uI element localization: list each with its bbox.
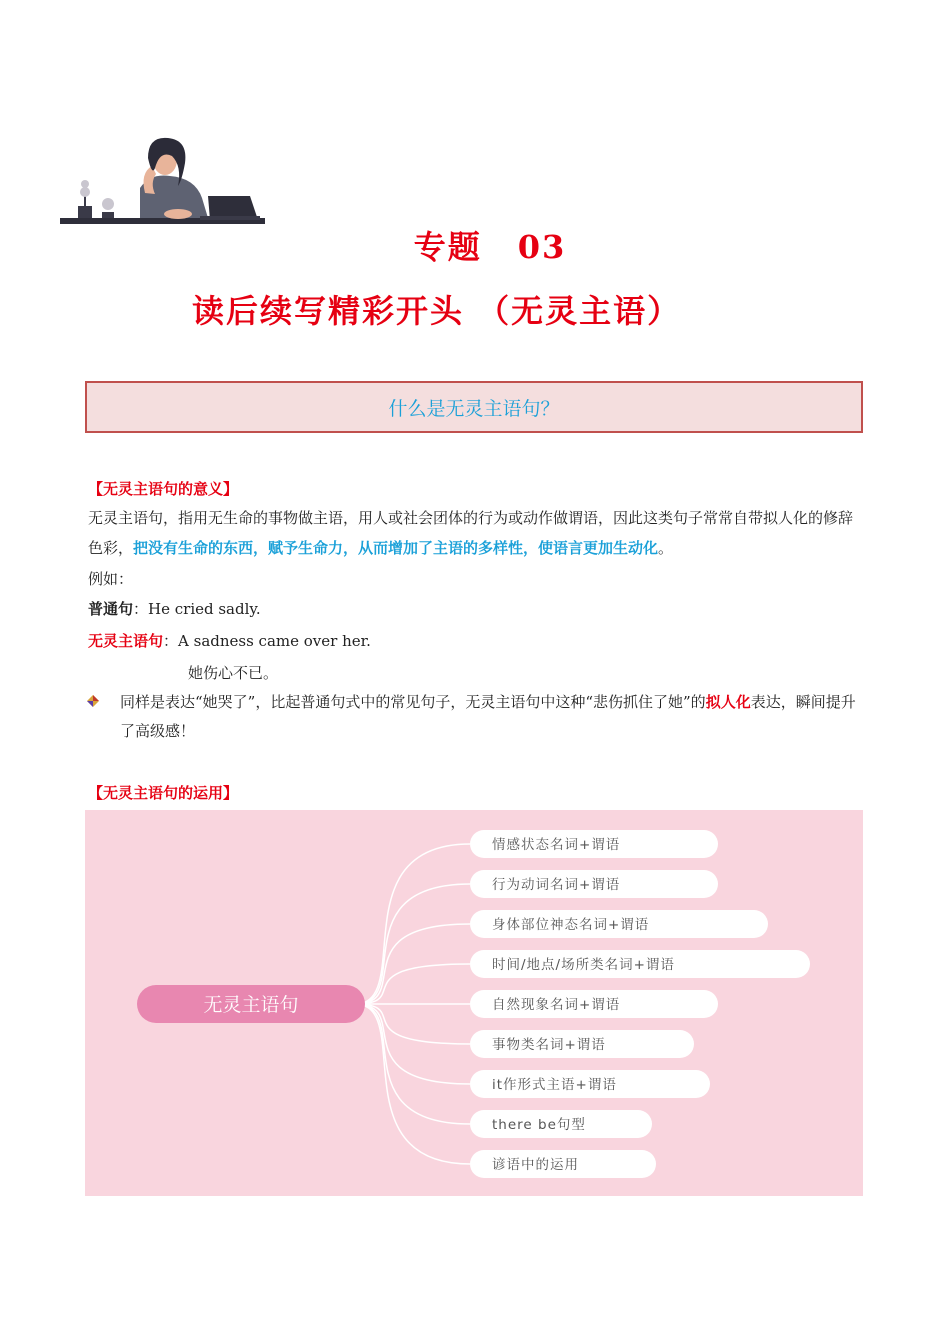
title-number: 03 [517,228,567,266]
meaning-label: 【无灵主语句的意义】 [88,480,239,498]
example-intro: 例如： [88,570,134,588]
mindmap-branch-label: 时间/地点/场所类名词+谓语 [492,957,675,973]
meaning-end: 。 [658,539,674,557]
note-paragraph [120,688,865,746]
meaning-highlight: 把没有生命的东西，赋予生命力，从而增加了主语的多样性，使语言更加生动化 [133,539,659,557]
note-text-after: 表达，瞬间提升了高级感！ [120,693,856,740]
mindmap-branch-label: 情感状态名词+谓语 [492,837,621,853]
normal-sentence-label: 普通句 [88,600,134,618]
meaning-text: 无灵主语句，指用无生命的事物做主语，用人或社会团体的行为或动作做谓语，因此这类句子常常自带拟人化的修辞色彩， [88,509,854,557]
mindmap-branch-label: 事物类名词+谓语 [492,1037,606,1053]
normal-sentence-line [88,598,261,619]
note-highlight: 拟人化 [705,693,751,711]
woman-at-laptop-illustration [60,128,270,228]
mindmap-center-label: 无灵主语句 [203,994,299,1016]
usage-mindmap [85,810,863,1196]
mindmap-branch-label: 谚语中的运用 [492,1157,579,1173]
title-prefix: 专题 [413,228,482,266]
normal-sentence: ：He cried sadly. [133,600,261,618]
mindmap-branch-label: there be句型 [492,1117,586,1133]
inanimate-sentence: ：A sadness came over her. [163,632,371,650]
section-heading: 什么是无灵主语句？ [388,397,560,420]
usage-label: 【无灵主语句的运用】 [88,784,239,802]
inanimate-sentence-line [88,630,371,651]
note-text-before: 同样是表达“她哭了”，比起普通句式中的常见句子，无灵主语句中这种“悲伤抓住了她”的 [120,693,706,711]
inanimate-sentence-label: 无灵主语句 [88,632,164,650]
page-subtitle: 读后续写精彩开头 （无灵主语） [192,292,682,330]
bullet-icon [86,694,100,708]
section-heading-box [85,381,863,433]
page-title [0,222,950,268]
mindmap-branch-label: it作形式主语+谓语 [492,1077,617,1093]
translation: 她伤心不已。 [188,664,279,682]
meaning-paragraph [88,503,863,563]
mindmap-branch-label: 自然现象名词+谓语 [492,997,621,1013]
mindmap-branch-label: 身体部位神态名词+谓语 [492,917,650,933]
mindmap-branch-label: 行为动词名词+谓语 [492,877,621,893]
